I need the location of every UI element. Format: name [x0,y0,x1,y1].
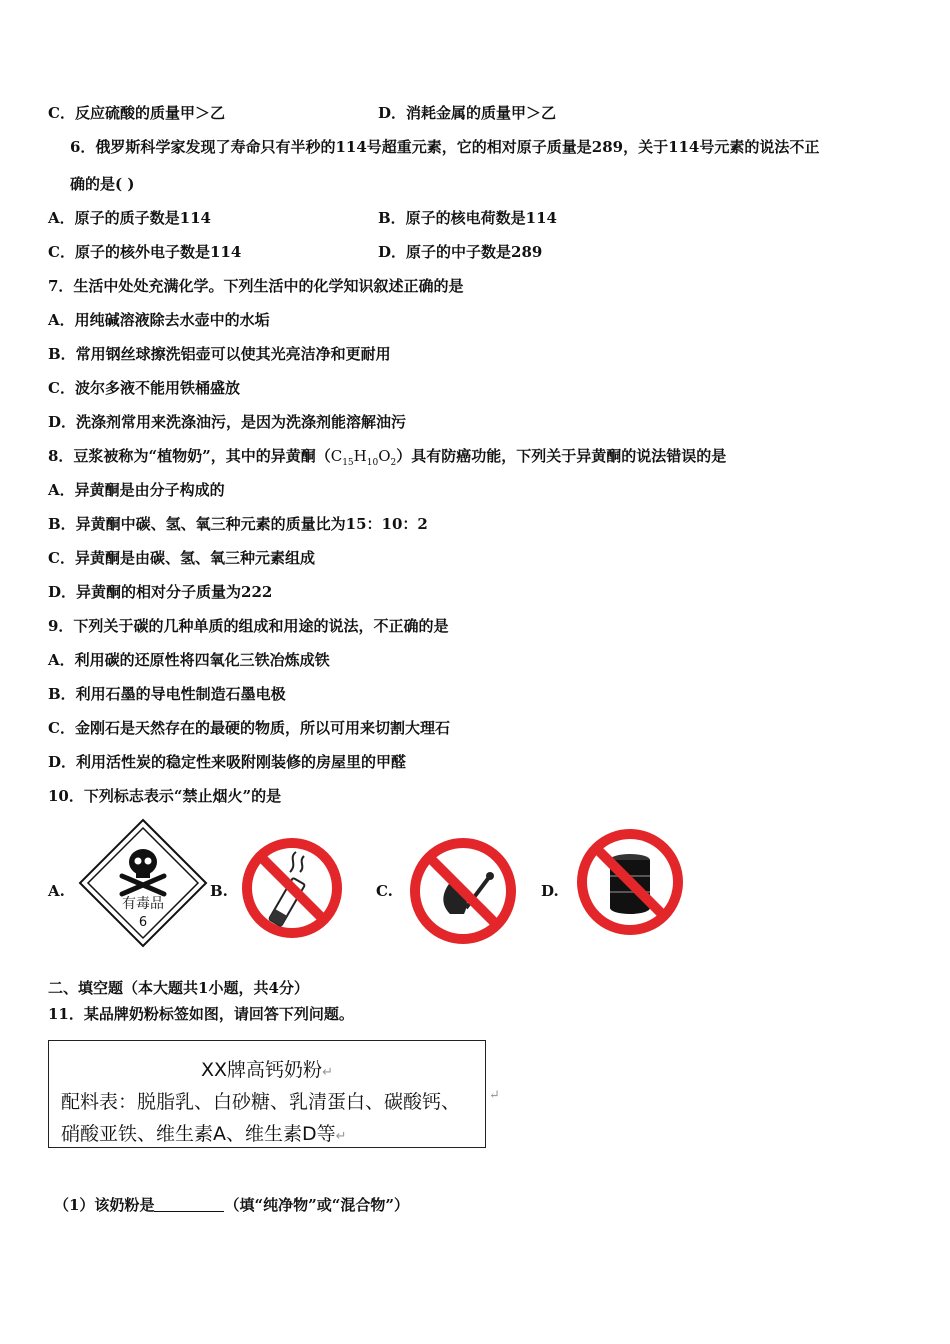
q5-option-d: D．消耗金属的质量甲＞乙 [378,104,557,122]
q9-option-a: A．利用碳的还原性将四氧化三铁冶炼成铁 [48,651,330,669]
q6-option-d: D．原子的中子数是289 [378,243,543,261]
q8-option-d: D．异黄酮的相对分子质量为222 [48,583,273,601]
q7-option-d: D．洗涤剂常用来洗涤油污，是因为洗涤剂能溶解油污 [48,413,407,431]
q7-option-a: A．用纯碱溶液除去水壶中的水垢 [48,311,270,329]
no-smoking-icon [240,836,344,940]
formula-c-sub: 15 [342,458,354,468]
q7-stem: 7．生活中处处充满化学。下列生活中的化学知识叙述正确的是 [48,277,464,295]
q5-option-c: C．反应硫酸的质量甲＞乙 [48,104,225,122]
label-title: XX牌高钙奶粉↵ [201,1059,333,1081]
q8-option-c: C．异黄酮是由碳、氢、氧三种元素组成 [48,549,315,567]
q6-option-b: B．原子的核电荷数是114 [378,209,557,227]
q7-option-b: B．常用钢丝球擦洗铝壶可以使其光亮洁净和更耐用 [48,345,391,363]
poison-text: 有毒品 [122,896,164,912]
q10-label-c: C. [376,882,393,900]
label-ingredients-line2: 硝酸亚铁、维生素A、维生素D等↵ [61,1123,347,1145]
q7-option-c: C．波尔多液不能用铁桶盛放 [48,379,240,397]
formula-h-sub: 10 [366,458,379,468]
q6-option-c: C．原子的核外电子数是114 [48,243,242,261]
q8-formula [330,447,397,468]
q9-option-d: D．利用活性炭的稳定性来吸附刚装修的房屋里的甲醛 [48,753,407,771]
q6-option-a: A．原子的质子数是114 [48,209,211,227]
poison-class: 6 [138,915,148,930]
return-mark-icon: ↵ [489,1088,500,1103]
q10-label-a: A. [48,882,65,900]
milk-powder-label [48,1040,486,1148]
q9-stem: 9．下列关于碳的几种单质的组成和用途的说法，不正确的是 [48,617,449,635]
q10-label-b: B. [210,882,228,900]
q8-option-a: A．异黄酮是由分子构成的 [48,481,225,499]
no-fire-icon [408,836,518,946]
return-mark-icon: ↵ [335,1129,347,1144]
q11-sub1 [54,1195,409,1215]
label-ingredients-line1: 配料表：脱脂乳、白砂糖、乳清蛋白、碳酸钙、 [61,1091,461,1113]
formula-o-sub: 2 [390,458,397,468]
q8-option-b: B．异黄酮中碳、氢、氧三种元素的质量比为15：10：2 [48,515,428,533]
q8-stem-pre: 8．豆浆被称为“植物奶”，其中的异黄酮（ [48,447,331,465]
formula-h: H [353,447,367,465]
answer-blank[interactable] [154,1197,224,1212]
q9-option-c: C．金刚石是天然存在的最硬的物质，所以可用来切割大理石 [48,719,450,737]
return-mark-icon: ↵ [322,1065,333,1080]
q11-sub1-post: （填“纯净物”或“混合物”） [224,1196,409,1214]
q10-stem: 10．下列标志表示“禁止烟火”的是 [48,787,282,805]
section2-heading: 二、填空题（本大题共1小题，共4分） [48,979,309,997]
poison-diamond-icon [78,818,208,948]
q9-option-b: B．利用石墨的导电性制造石墨电极 [48,685,286,703]
formula-o: O [378,447,391,465]
q10-label-d: D. [541,882,559,900]
q6-stem-line2: 确的是( ) [70,175,135,193]
q8-stem-post: ）具有防癌功能，下列关于异黄酮的说法错误的是 [396,447,727,465]
formula-c: C [330,447,343,465]
q6-stem-line1: 6．俄罗斯科学家发现了寿命只有半秒的114号超重元素，它的相对原子质量是289，关于114号元素的说法不正 [70,138,820,156]
q11-sub1-pre: （1）该奶粉是 [54,1196,155,1214]
q11-stem: 11．某品牌奶粉标签如图，请回答下列问题。 [48,1005,354,1023]
no-barrel-icon [574,826,686,938]
q8-stem [48,446,726,473]
